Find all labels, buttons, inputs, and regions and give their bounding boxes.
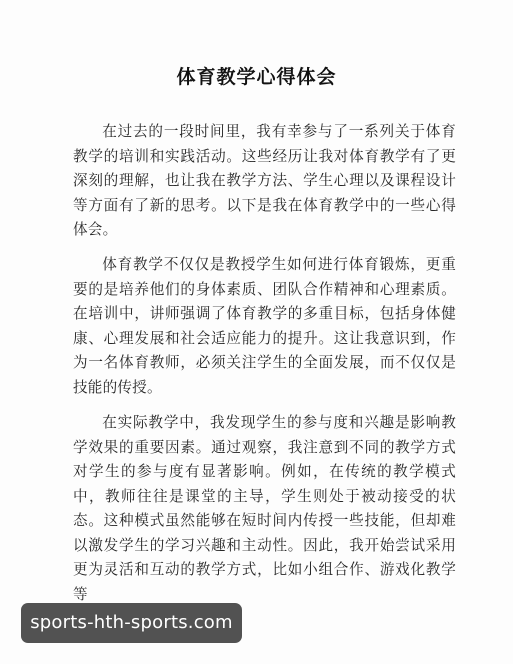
paragraph-3: 在实际教学中，我发现学生的参与度和兴趣是影响教学效果的重要因素。通过观察，我注意到不同的教学方式对学生的参与度有显著影响。例如，在传统的教学模式中，教师往往是课堂的主导，学生则处于被动接受的状态。这种模式虽然能够在短时间内传授一些技能，但却难以激发学生的学习兴趣和主动性。因此，我开始尝试采用更为灵活和互动的教学方式，比如小组合作、游戏化教学等 xyxy=(73,414,456,603)
paragraph-1: 在过去的一段时间里，我有幸参与了一系列关于体育教学的培训和实践活动。这些经历让我对体育教学有了更深刻的理解，也让我在教学方法、学生心理以及课程设计等方面有了新的思考。以下是我在体育教学中的一些心得体会。 xyxy=(73,123,456,238)
paragraph-2: 体育教学不仅仅是教授学生如何进行体育锻炼，更重要的是培养他们的身体素质、团队合作精神和心理素质。在培训中，讲师强调了体育教学的多重目标，包括身体健康、心理发展和社会适应能力的提升。这让我意识到，作为一名体育教师，必须关注学生的全面发展，而不仅仅是技能的传授。 xyxy=(73,256,456,396)
document-title: 体育教学心得体会 xyxy=(176,66,337,88)
watermark-badge: sports-hth-sports.com xyxy=(21,603,242,643)
